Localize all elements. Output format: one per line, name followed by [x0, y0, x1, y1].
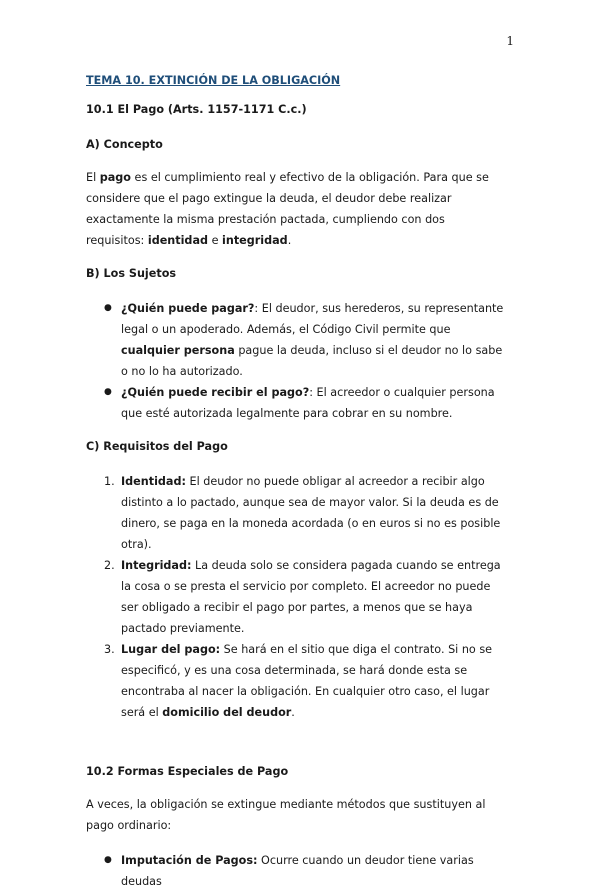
formas-list — [86, 850, 506, 892]
page-number: 1 — [506, 34, 514, 48]
list-item: ● ¿Quién puede pagar?: El deudor, sus herederos, su representante legal o un apoderado. Además, el Código Civil permite que cualquier persona pague la deuda, incluso si el deudor no lo sabe o no lo ha autorizado. — [86, 298, 506, 382]
section-heading-el-pago: 10.1 El Pago (Arts. 1157-1171 C.c.) — [86, 103, 307, 116]
bullet-icon: ● — [104, 387, 112, 397]
paragraph-formas-intro: A veces, la obligación se extingue mediante métodos que sustituyen al pago ordinario: — [86, 798, 486, 832]
bullet-icon: ● — [104, 855, 112, 865]
sujetos-list — [86, 298, 506, 424]
page-content — [86, 70, 506, 892]
list-item: 3. Lugar del pago: Se hará en el sitio que diga el contrato. Si no se especificó, y es una cosa determinada, se hará donde esta se encontraba al nacer la obligación. En cualquier otro caso, el lugar será el domicilio del deudor. — [104, 643, 493, 719]
subheading-requisitos: C) Requisitos del Pago — [86, 440, 228, 453]
list-item: 2. Integridad: La deuda solo se considera pagada cuando se entrega la cosa o se presta el servicio por completo. El acreedor no puede ser obligado a recibir el pago por partes, a menos que se haya pactado previamente. — [104, 559, 501, 635]
list-item: ● ¿Quién puede recibir el pago?: El acreedor o cualquier persona que esté autorizada legalmente para cobrar en su nombre. — [86, 382, 506, 424]
bullet-icon: ● — [104, 303, 112, 313]
subheading-concepto: A) Concepto — [86, 138, 163, 151]
list-item: 1. Identidad: El deudor no puede obligar al acreedor a recibir algo distinto a lo pactado, aunque sea de mayor valor. Si la deuda es de dinero, se paga en la moneda acordada (o en euros si no es posible otra). — [104, 475, 501, 551]
list-item: ● Imputación de Pagos: Ocurre cuando un deudor tiene varias deudas — [86, 850, 506, 892]
paragraph-concepto: El pago es el cumplimiento real y efectivo de la obligación. Para que se considere que el pago extingue la deuda, el deudor debe realizar exactamente la misma prestación pactada, cumpliendo con dos requisitos: identidad e integridad. — [86, 171, 489, 247]
page-title: TEMA 10. EXTINCIÓN DE LA OBLIGACIÓN — [86, 74, 341, 87]
subheading-sujetos: B) Los Sujetos — [86, 267, 177, 280]
requisitos-list — [86, 471, 506, 723]
section-heading-formas-especiales: 10.2 Formas Especiales de Pago — [86, 765, 289, 778]
